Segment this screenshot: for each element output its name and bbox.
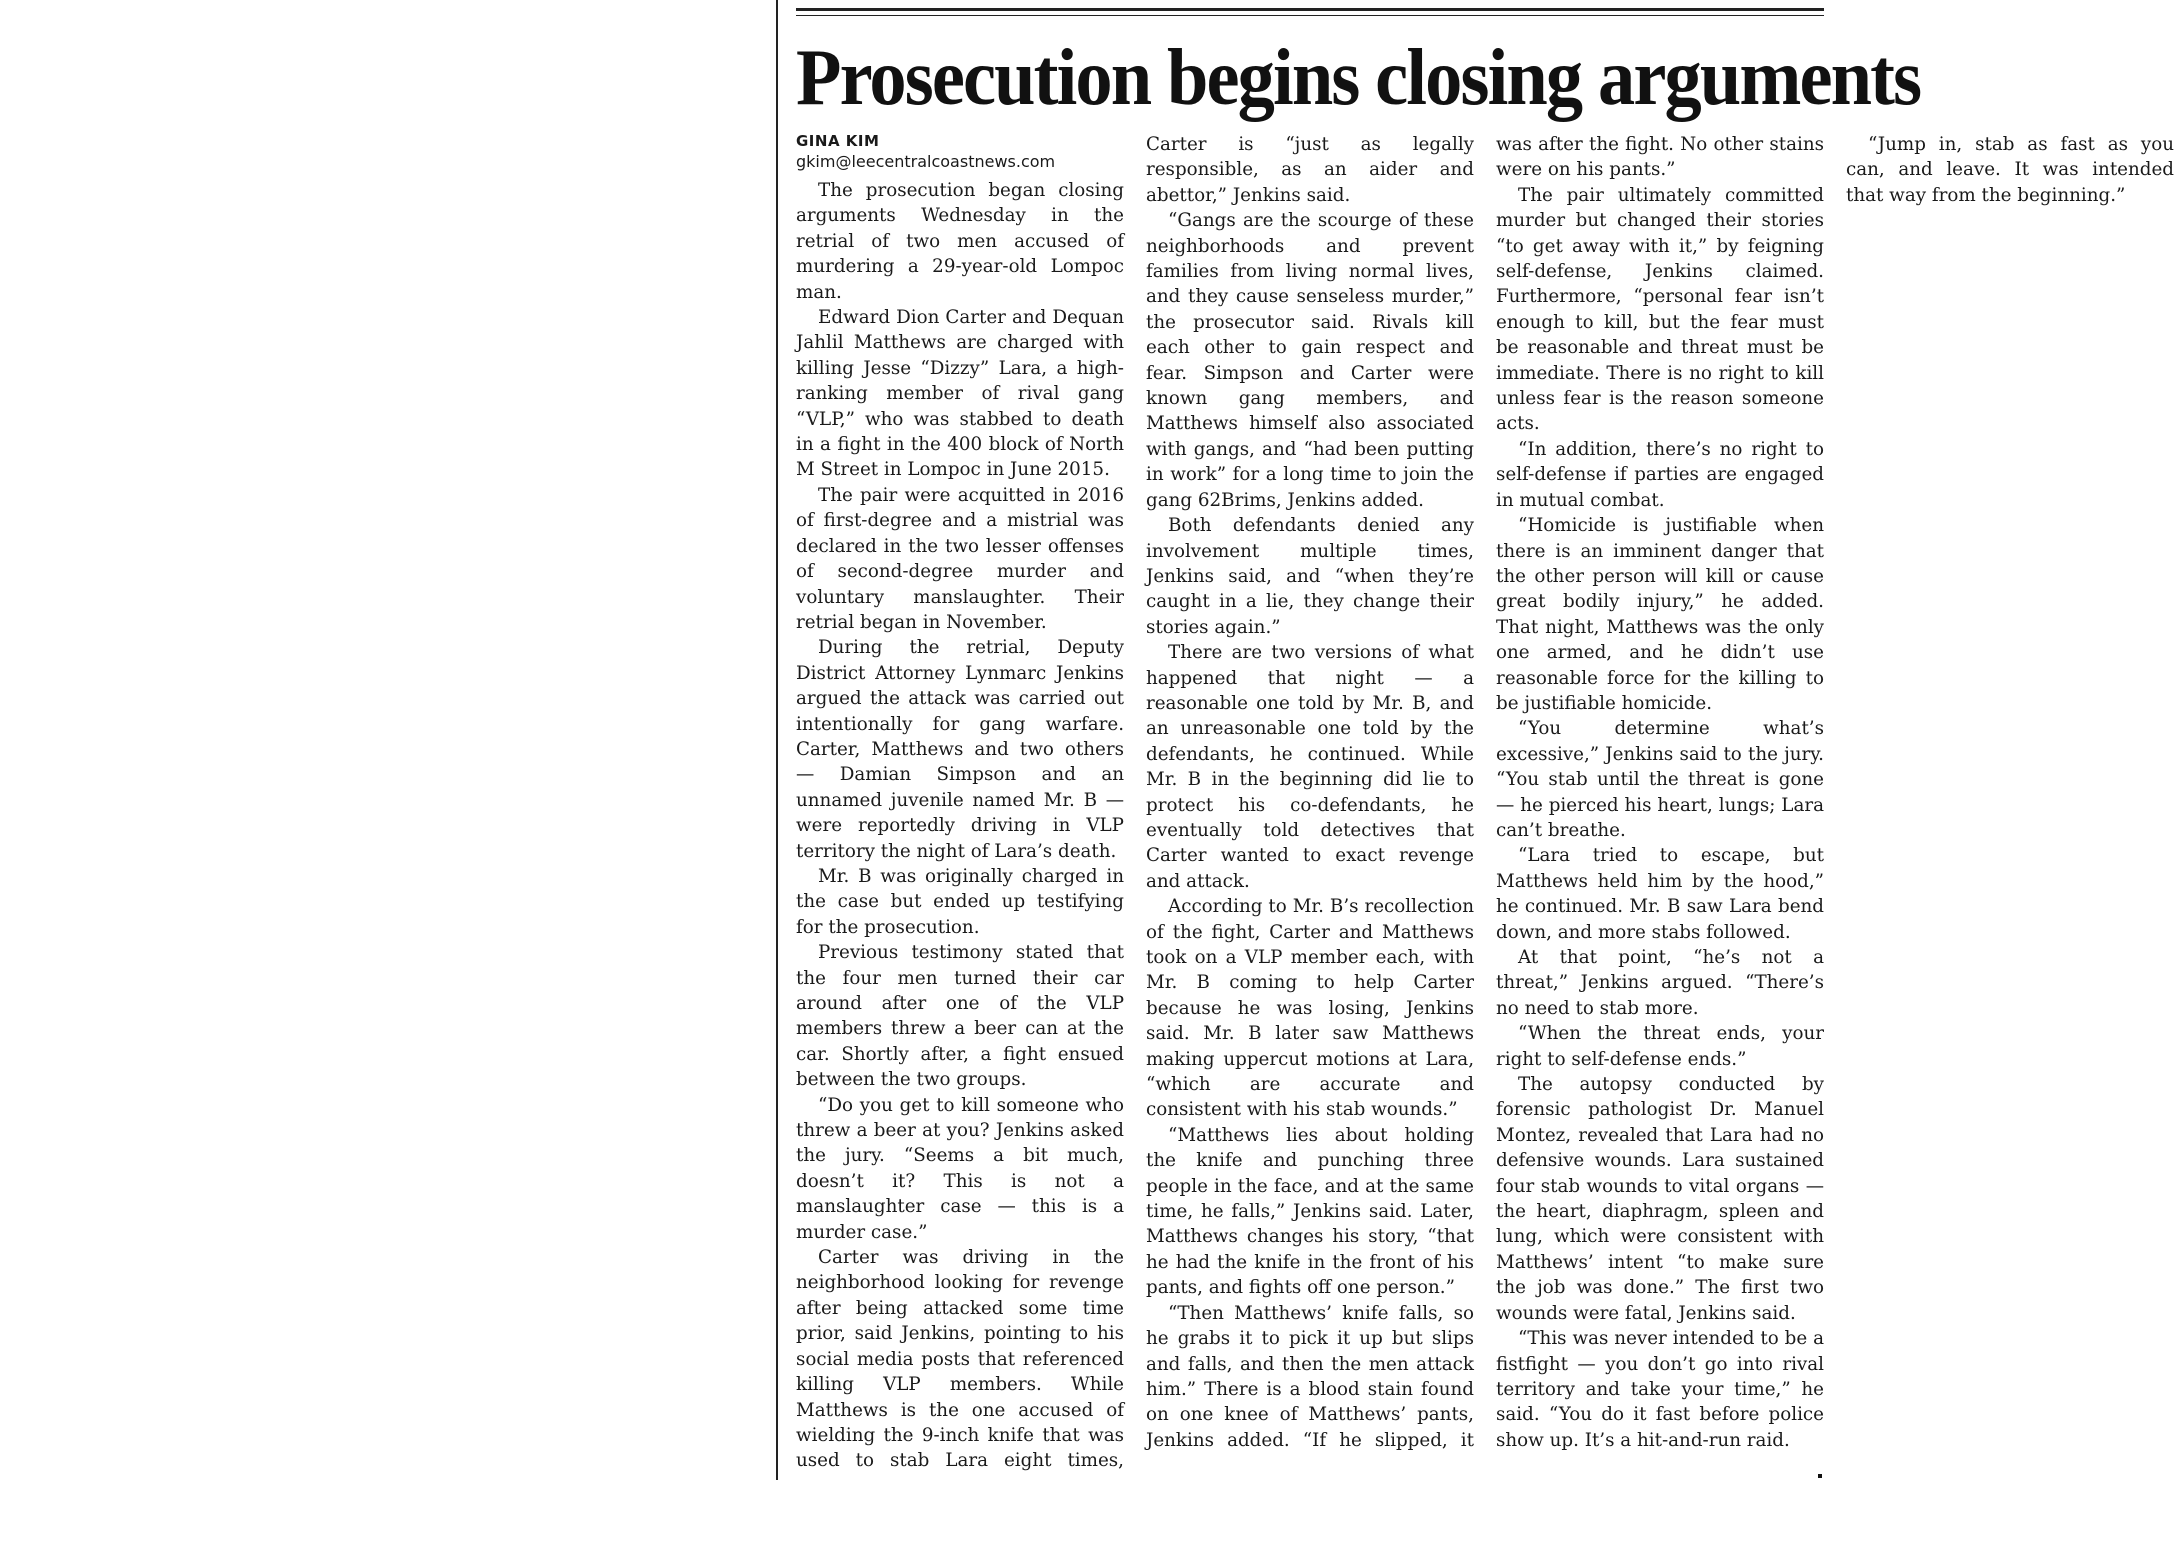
article-paragraph: “When the threat ends, your right to self-defense ends.”	[1496, 1023, 1824, 1070]
article-paragraph: “Do you get to kill someone who threw a beer at you? Jenkins asked the jury. “Seems a bit much, doesn’t it? This is not a manslaughter case — this is a murder case.”	[796, 1094, 1124, 1243]
column-divider	[776, 0, 778, 1480]
article-paragraph: Edward Dion Carter and Dequan Jahlil Matthews are charged with killing Jesse “Dizzy” Lara, a high-ranking member of rival gang “VLP,” who was stabbed to death in a fight in the 400 block of North M Street in Lompoc in June 2015.	[796, 307, 1124, 481]
article-paragraph: There are two versions of what happened that night — a reasonable one told by Mr. B, and an unreasonable one told by the defendants, he continued. While Mr. B in the beginning did lie to protect his co-defendants, he eventually told detectives that Carter wanted to exact revenge and attack.	[1146, 642, 1474, 892]
article-paragraph: Previous testimony stated that the four men turned their car around after one of the VLP members threw a beer can at the car. Shortly after, a fight ensued between the two groups.	[796, 942, 1124, 1091]
article-paragraph: During the retrial, Deputy District Attorney Lynmarc Jenkins argued the attack was carried out intentionally for gang warfare. Carter, Matthews and two others — Damian Simpson and an unnamed juvenile named Mr. B — were reportedly driving in VLP territory the night of Lara’s death.	[796, 637, 1124, 862]
byline-author: GINA KIM	[796, 132, 880, 150]
article-paragraph: “This was never intended to be a fistfight — you don’t go into rival territory and take your time,” he said. “You do it fast before police show up. It’s a hit-and-run raid.	[1496, 1328, 1824, 1451]
article-body	[796, 132, 2174, 1477]
article-paragraph: The pair ultimately committed murder but changed their stories “to get away with it,” by feigning self-defense, Jenkins claimed. Furthermore, “personal fear isn’t enough to kill, but the fear must be reasonable and threat must be immediate. There is no right to kill unless fear is the reason someone acts.	[1496, 184, 1824, 435]
top-rule	[796, 8, 1824, 16]
article-paragraph: “Matthews lies about holding the knife and punching three people in the face, and at the same time, he falls,” Jenkins said. Later, Matthews changes his story, “that he had the knife in the front of his pants, and fights off one person.”	[1146, 1124, 1474, 1299]
article-paragraph: “Then Matthews’ knife falls, so he grabs it to pick it up but slips and falls, and then the men attack him.” There is a blood stain found on one knee of Matthews’ pants, Jenkins added. “If he slipped, it was after the fight. No other stains were on his pants.”	[1146, 134, 1824, 1451]
article-paragraphs	[796, 132, 2174, 1477]
article-paragraph: The autopsy conducted by forensic pathologist Dr. Manuel Montez, revealed that Lara had no defensive wounds. Lara sustained four stab wounds to vital organs — the heart, diaphragm, spleen and lung, which were consistent with Matthews’ intent “to make sure the job was done.” The first two wounds were fatal, Jenkins said.	[1496, 1074, 1824, 1324]
article-paragraph: “Homicide is justifiable when there is an imminent danger that the other person will kill or cause great bodily injury,” he added. That night, Matthews was the only one armed, and he didn’t use reasonable force for the killing to be justifiable homicide.	[1496, 515, 1824, 714]
article-paragraph: “In addition, there’s no right to self-defense if parties are engaged in mutual combat.	[1496, 438, 1824, 511]
article-paragraph: Both defendants denied any involvement multiple times, Jenkins said, and “when they’re caught in a lie, they change their stories again.”	[1146, 515, 1474, 638]
headline: Prosecution begins closing arguments	[796, 34, 1921, 122]
article-paragraph: “You determine what’s excessive,” Jenkins said to the jury. “You stab until the threat is gone — he pierced his heart, lungs; Lara can’t breathe.	[1496, 718, 1824, 841]
article-paragraph: At that point, “he’s not a threat,” Jenkins argued. “There’s no need to stab more.	[1496, 947, 1824, 1019]
article-paragraph: The prosecution began closing arguments Wednesday in the retrial of two men accused of murdering a 29-year-old Lompoc man.	[796, 180, 1124, 303]
article-paragraph: “Gangs are the scourge of these neighborhoods and prevent families from living normal lives, and they cause senseless murder,” the prosecutor said. Rivals kill each other to gain respect and fear. Simpson and Carter were known gang members, and Matthews himself also associated with gangs, and “had been putting in work” for a long time to join the gang 62Brims, Jenkins added.	[1146, 210, 1474, 511]
article-paragraph: The pair were acquitted in 2016 of first-degree and a mistrial was declared in the two lesser offenses of second-degree murder and voluntary manslaughter. Their retrial began in November.	[796, 484, 1124, 633]
byline-email: gkim@leecentralcoastnews.com	[796, 152, 1056, 171]
article-paragraph: “Lara tried to escape, but Matthews held him by the hood,” he continued. Mr. B saw Lara bend down, and more stabs followed.	[1496, 845, 1824, 943]
article-paragraph: Mr. B was originally charged in the case but ended up testifying for the prosecution.	[796, 865, 1124, 938]
article-paragraph: “Jump in, stab as fast as you can, and leave. It was intended that way from the beginning.”	[1846, 134, 2174, 206]
end-mark	[1818, 1474, 1822, 1478]
article-paragraph: According to Mr. B’s recollection of the fight, Carter and Matthews took on a VLP member each, with Mr. B coming to help Carter because he was losing, Jenkins said. Mr. B later saw Matthews making uppercut motions at Lara, “which are accurate and consistent with his stab wounds.”	[1146, 896, 1474, 1121]
article-paragraph: Carter was driving in the neighborhood looking for revenge after being attacked some time prior, said Jenkins, pointing to his social media posts that referenced killing VLP members. While Matthews is the one accused of wielding the 9-inch knife that was used to stab Lara eight times, Carter is “just as legally responsible, as an aider and abettor,” Jenkins said.	[796, 134, 1474, 1472]
